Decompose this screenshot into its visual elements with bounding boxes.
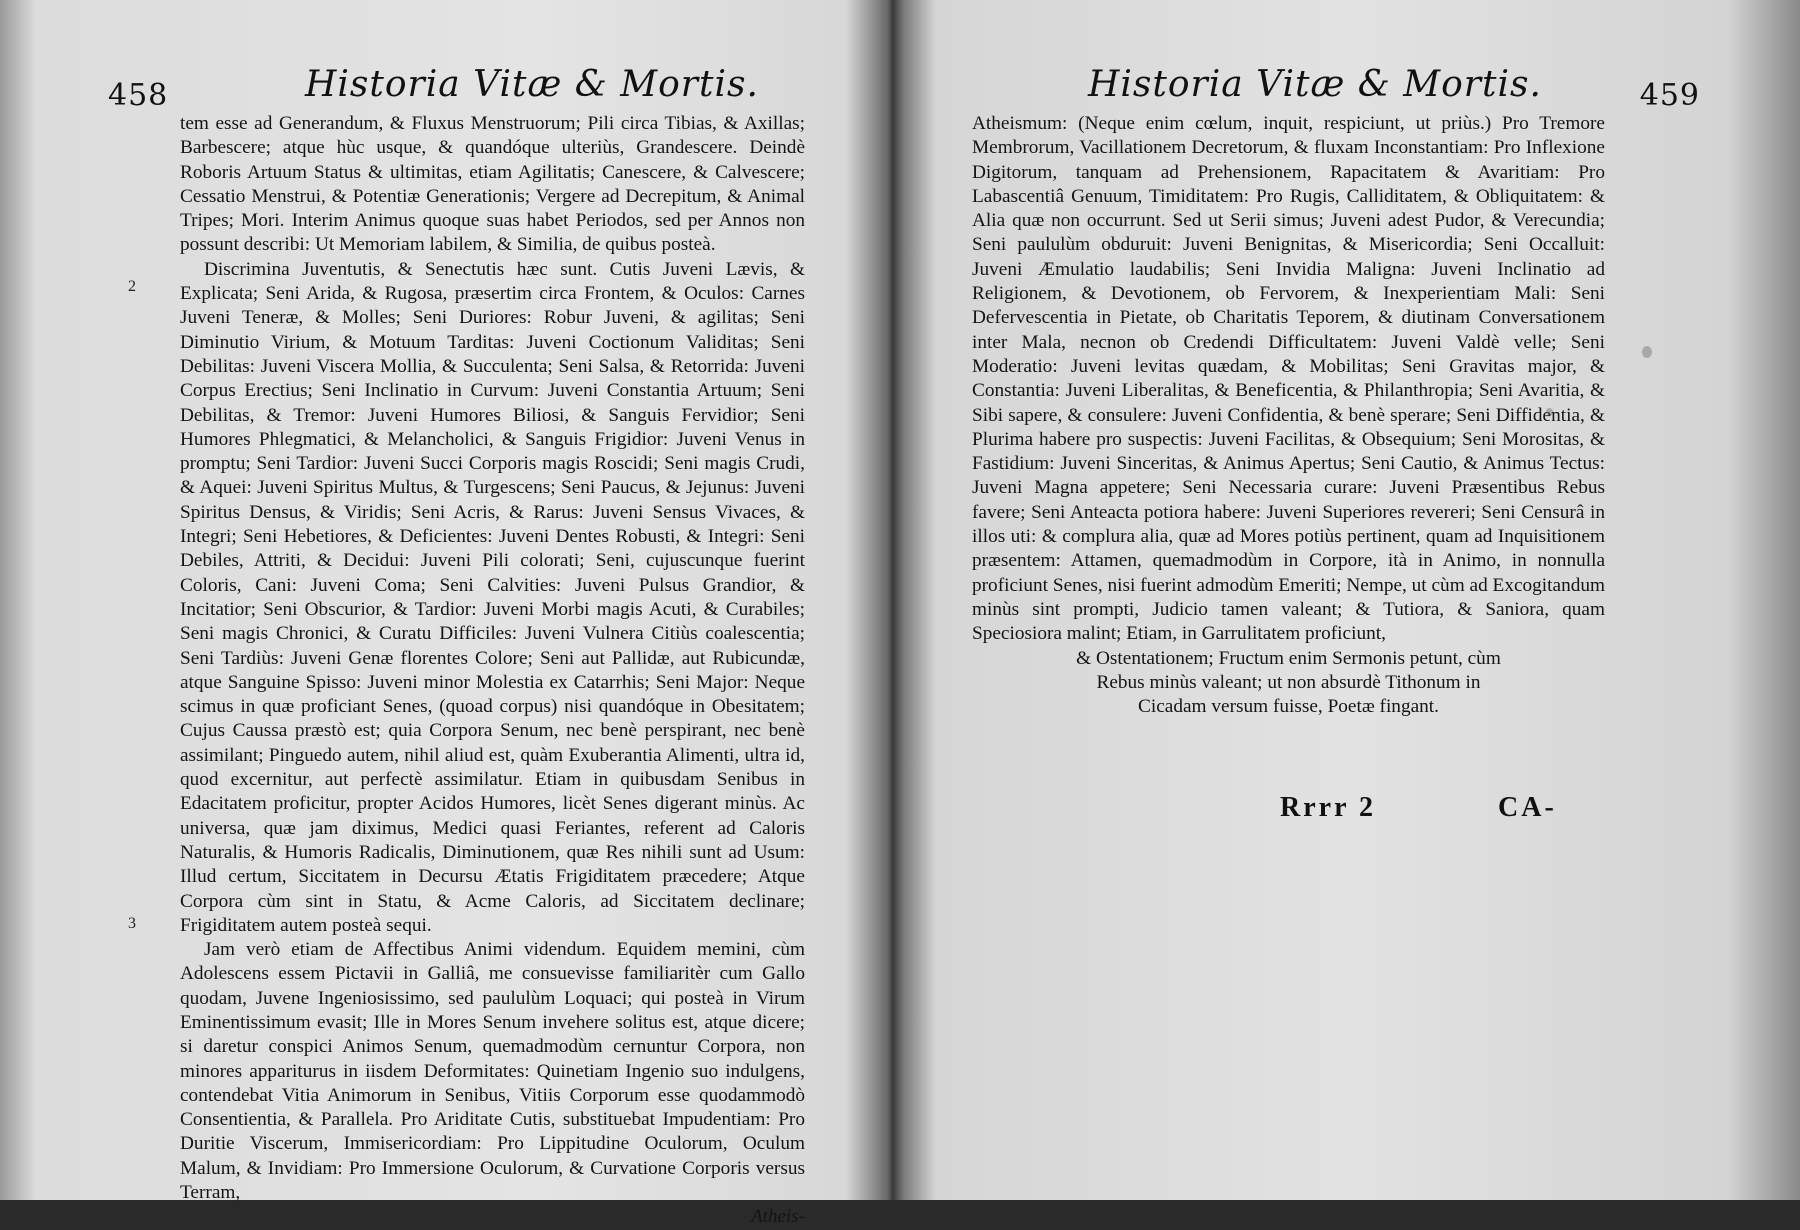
catchword-right: CA-	[1498, 792, 1557, 823]
right-text-block	[972, 112, 1605, 719]
catchword-left: Atheis-	[751, 1206, 805, 1228]
paragraph-continuation: tem esse ad Generandum, & Fluxus Menstruorum; Pili circa Tibias, & Axillas; Barbescere; atque hùc usque, & quandóque ulteriùs, Grandescere. Deindè Roboris Artuum Status & ultimitas, etiam Agilitatis; Canescere, & Calvescere; Cessatio Menstrui, & Potentiæ Generationis; Vergere ad Decrepitum, & Animal Tripes; Mori. Interim Animus quoque suas habet Periodos, sed per Annos non possunt describi: Ut Memoriam labilem, & Similia, de quibus posteà.	[180, 113, 805, 256]
paragraph-atheismum: Atheismum: (Neque enim cœlum, inquit, respiciunt, ut priùs.) Pro Tremore Membrorum, Vacillationem Decretorum, & fluxam Inconstantiam: Pro Inflexione Digitorum, tanquam ad Prehensionem, Rapacitatem & Avaritiam: Pro Labascentiâ Genuum, Timiditatem: Pro Rugis, Calliditatem, & Obliquitatem: & Alia quæ non occurrunt. Sed ut Serii simus; Juveni adest Pudor, & Verecundia; Seni paululùm obduruit: Juveni Benignitas, & Misericordia; Seni Occalluit: Juveni Æmulatio laudabilis; Seni Invidia Maligna: Juveni Inclinatio ad Religionem, & Devotionem, ob Fervorem, & Inexperientiam Mali: Seni Defervescentia in Pietate, ob Charitatis Teporem, & diutinam Conversationem inter Mala, necnon ob Credendi Difficultatem: Juveni Valdè velle; Seni Moderatio: Juveni levitas quædam, & Mobilitas; Seni Gravitas major, & Constantia: Juveni Liberalitas, & Beneficentia, & Philanthropia; Seni Avaritia, & Sibi sapere, & consulere: Juveni Confidentia, & benè sperare; Seni Diffidentia, & Plurima habere pro suspectis: Juveni Facilitas, & Obsequium; Seni Morositas, & Fastidium: Juveni Sinceritas, & Animus Apertus; Seni Cautio, & Animus Tectus: Juveni Magna appetere; Seni Necessaria curare: Juveni Præsentibus Rebus favere; Seni Anteacta potiora habere: Juveni Superiores revereri; Seni Censurâ in illos uti: & complura alia, quæ ad Mores potiùs pertinent, quam ad Inquisitionem præsentem: Attamen, quemadmodùm in Corpore, ità in Animo, in nonnulla proficiunt Senes, nisi fuerint admodùm Emeriti; Nempe, ut cùm ad Excogitandum minùs sint prompti, Judicio tamen valeant; & Tutiora, & Saniora, quam Speciosiora malint; Etiam, in Garrulitatem proficiunt,	[972, 113, 1605, 645]
page-number-right: 459	[1639, 78, 1700, 113]
right-page	[890, 0, 1800, 1200]
signature-mark: Rrrr 2	[1280, 792, 1376, 823]
left-text-block	[180, 112, 805, 1229]
tapered-ending	[972, 647, 1605, 720]
final-line: Cicadam versum fuisse, Poetæ fingant.	[1138, 696, 1439, 718]
paragraph-affectibus: Jam verò etiam de Affectibus Animi videndum. Equidem memini, cùm Adolescens essem Pictavii in Galliâ, me consuevisse familiaritèr cum Gallo quodam, Juvene Ingeniosissimo, sed paululùm Loquaci; qui posteà in Virum Eminentissimum evasit; Ille in Mores Senum invehere solitus est, atque dicere; si daretur conspici Animos Senum, quemadmodùm cernuntur Corpora, non minores appariturus in iisdem Deformitates: Quinetiam Ingenio suo indulgens, contendebat Vitia Animorum in Senibus, Vitiis Corporum esse quodammodò Consentientia, & Parallela. Pro Ariditate Cutis, substituebat Impudentiam: Pro Duritie Viscerum, Immisericordiam: Pro Lippitudine Oculorum, Oculum Malum, & Invidiam: Pro Immersione Oculorum, & Curvatione Corporis versus Terram,	[180, 939, 805, 1204]
marginal-note-3: 3	[128, 915, 136, 932]
running-head-right: Historia Vitæ & Mortis.	[1088, 64, 1542, 105]
paragraph-discrimina: Discrimina Juventutis, & Senectutis hæc sunt. Cutis Juveni Lævis, & Explicata; Seni Arida, & Rugosa, præsertim circa Frontem, & Oculos: Carnes Juveni Teneræ, & Molles; Seni Duriores: Robur Juveni, & agilitas; Seni Diminutio Virium, & Motuum Tarditas: Juveni Coctionum Validitas; Seni Debilitas: Juveni Viscera Mollia, & Succulenta; Seni Salsa, & Retorrida: Juveni Corpus Erectius; Seni Inclinatio in Curvum: Juveni Constantia Artuum; Seni Debilitas, & Tremor: Juveni Humores Biliosi, & Sanguis Fervidior; Seni Humores Phlegmatici, & Melancholici, & Sanguis Frigidior: Juveni Venus in promptu; Seni Tardior: Juveni Succi Corporis magis Roscidi; Seni magis Crudi, & Aquei: Juveni Spiritus Multus, & Turgescens; Seni Paucus, & Jejunus: Juveni Spiritus Densus, & Viridis; Seni Acris, & Rarus: Juveni Sensus Vivaces, & Integri; Seni Hebetiores, & Deficientes: Juveni Dentes Robusti, & Integri: Seni Debiles, Attriti, & Decidui: Juveni Pili colorati; Seni, cujuscunque fuerint Coloris, Cani: Juveni Coma; Seni Calvities: Juveni Pulsus Grandior, & Incitatior; Seni Obscurior, & Tardior: Juveni Morbi magis Acuti, & Curabiles; Seni magis Chronici, & Curatu Difficiles: Juveni Vulnera Citiùs coalescentia; Seni Tardiùs: Juveni Genæ florentes Colore; Seni aut Pallidæ, aut Rubicundæ, atque Sanguine Spisso: Juveni minor Molestia ex Catarrhis; Seni Major: Neque scimus in quæ proficiant Senes, (quoad corpus) nisi quandóque in Obesitatem; Cujus Caussa præstò est; quia Corpora Senum, nec benè perspirant, nec benè assimilant; Pinguedo autem, nihil aliud est, quàm Exuberantia Alimenti, ultra id, quod excernitur, aut perfectè assimilatur. Etiam in quibusdam Senibus in Edacitatem proficitur, propter Acidos Humores, licèt Senes digerant minùs. Ac universa, quæ jam diximus, Medici quasi Feriantes, referent ad Caloris Naturalis, & Humoris Radicalis, Diminutionem, quæ Res nihili sunt ad Usum: Illud certum, Siccitatem in Decursu Ætatis Frigiditatem præcedere; Atque Corpora cùm sint in Statu, & Acme Caloris, ad Siccitatem declinare; Frigiditatem autem posteà sequi.	[180, 258, 805, 936]
ink-spot	[1546, 408, 1553, 416]
page-number-left: 458	[108, 78, 169, 113]
final-line: Rebus minùs valeant; ut non absurdè Tithonum in	[1096, 671, 1481, 693]
left-page	[0, 0, 885, 1228]
final-line: & Ostentationem; Fructum enim Sermonis petunt, cùm	[1076, 647, 1501, 669]
marginal-note-2: 2	[128, 278, 136, 295]
running-head-left: Historia Vitæ & Mortis.	[305, 64, 759, 105]
ink-spot	[1642, 346, 1652, 358]
